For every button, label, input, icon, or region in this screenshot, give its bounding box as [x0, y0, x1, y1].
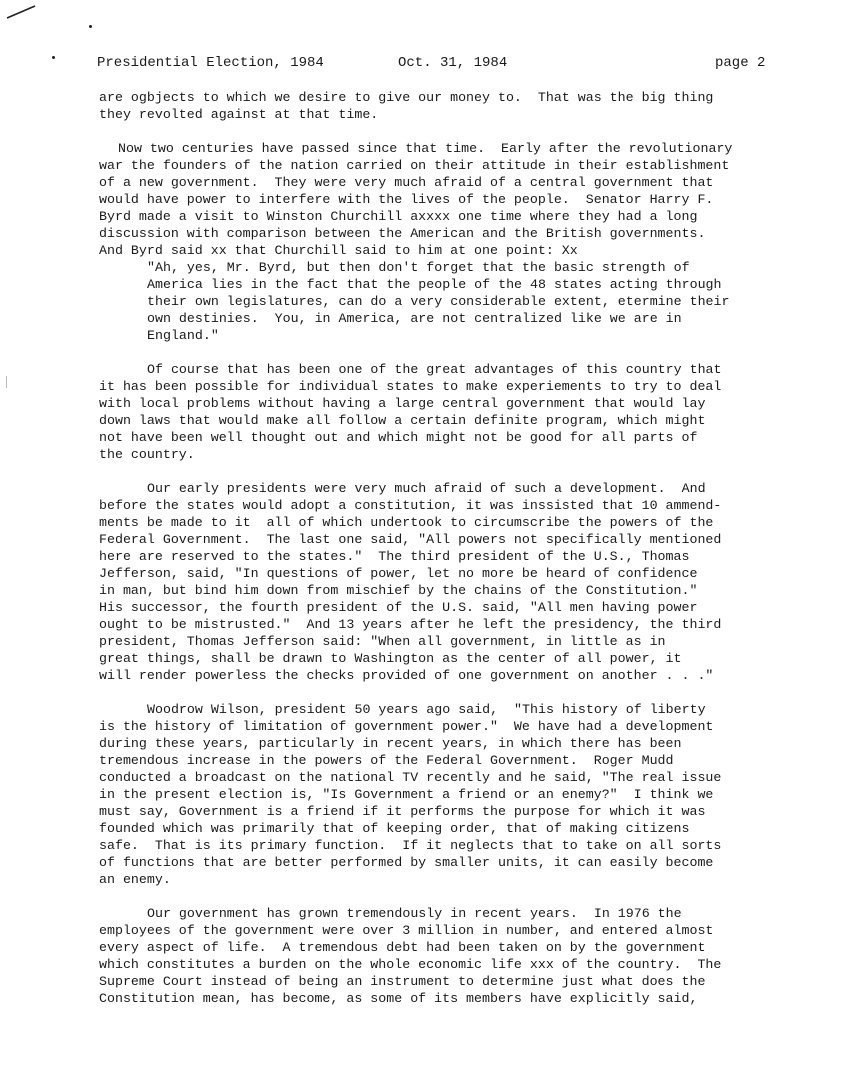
text-line: safe. That is its primary function. If it neglects that to take on all sorts	[99, 838, 722, 853]
text-line: not have been well thought out and which might not be good for all parts of	[99, 430, 698, 445]
text-line: in man, but bind him down from mischief by the chains of the Constitution."	[99, 583, 698, 598]
text-line: great things, shall be drawn to Washington as the center of all power, it	[99, 651, 682, 666]
text-line: which constitutes a burden on the whole economic life xxx of the country. The	[99, 957, 722, 972]
quote-line: own destinies. You, in America, are not centralized like we are in	[147, 311, 682, 326]
quote-line: "Ah, yes, Mr. Byrd, but then don't forget that the basic strength of	[147, 260, 690, 275]
document-date: Oct. 31, 1984	[398, 55, 508, 71]
text-line: founded which was primarily that of keeping order, that of making citizens	[99, 821, 690, 836]
quote-line: their own legislatures, can do a very considerable extent, etermine their	[147, 294, 730, 309]
text-line: Supreme Court instead of being an instrument to determine just what does the	[99, 974, 706, 989]
text-line: must say, Government is a friend if it performs the purpose for which it was	[99, 804, 706, 819]
text-line: is the history of limitation of government power." We have had a development	[99, 719, 714, 734]
text-line: ought to be mistrusted." And 13 years after he left the presidency, the third	[99, 617, 722, 632]
text-line: before the states would adopt a constitution, it was inssisted that 10 ammend-	[99, 498, 722, 513]
document-title: Presidential Election, 1984	[97, 55, 324, 71]
page-number: page 2	[715, 55, 766, 71]
text-line: ments be made to it all of which undertook to circumscribe the powers of the	[99, 515, 714, 530]
text-line: And Byrd said xx that Churchill said to him at one point: Xx	[99, 243, 578, 258]
pen-stroke-mark	[6, 4, 36, 20]
ink-dot	[89, 25, 92, 28]
text-line: Constitution mean, has become, as some of its members have explicitly said,	[99, 991, 698, 1006]
text-line: Federal Government. The last one said, "All powers not specifically mentioned	[99, 532, 722, 547]
text-line: Woodrow Wilson, president 50 years ago said, "This history of liberty	[147, 702, 706, 717]
text-line: it has been possible for individual states to make experiements to try to deal	[99, 379, 722, 394]
text-line: tremendous increase in the powers of the Federal Government. Roger Mudd	[99, 753, 674, 768]
text-line: an enemy.	[99, 872, 171, 887]
text-line: down laws that would make all follow a certain definite program, which might	[99, 413, 706, 428]
quote-line: England."	[147, 328, 219, 343]
text-line: Our early presidents were very much afraid of such a development. And	[147, 481, 706, 496]
text-line: would have power to interfere with the lives of the people. Senator Harry F.	[99, 192, 714, 207]
text-line: Jefferson, said, "In questions of power, let no more be heard of confidence	[99, 566, 698, 581]
text-line: will render powerless the checks provided of one government on another . . ."	[99, 668, 714, 683]
text-line: His successor, the fourth president of the U.S. said, "All men having power	[99, 600, 698, 615]
text-line: the country.	[99, 447, 195, 462]
text-line: with local problems without having a large central government that would lay	[99, 396, 706, 411]
text-line: of functions that are better performed by smaller units, it can easily become	[99, 855, 714, 870]
text-line: in the present election is, "Is Government a friend or an enemy?" I think we	[99, 787, 714, 802]
text-line: Now two centuries have passed since that time. Early after the revolutionary	[118, 141, 733, 156]
text-line: they revolted against at that time.	[99, 107, 379, 122]
text-line: Byrd made a visit to Winston Churchill axxxx one time where they had a long	[99, 209, 698, 224]
text-line: discussion with comparison between the American and the British governments.	[99, 226, 706, 241]
quote-line: America lies in the fact that the people of the 48 states acting through	[147, 277, 722, 292]
ink-dot	[52, 56, 55, 59]
text-line: employees of the government were over 3 million in number, and entered almost	[99, 923, 714, 938]
text-line: of a new government. They were very much afraid of a central government that	[99, 175, 714, 190]
text-line: war the founders of the nation carried on their attitude in their establishment	[99, 158, 730, 173]
text-line: Of course that has been one of the great advantages of this country that	[147, 362, 722, 377]
text-line: president, Thomas Jefferson said: "When all government, in little as in	[99, 634, 666, 649]
text-line: here are reserved to the states." The third president of the U.S., Thomas	[99, 549, 690, 564]
text-line: Our government has grown tremendously in recent years. In 1976 the	[147, 906, 682, 921]
text-line: conducted a broadcast on the national TV recently and he said, "The real issue	[99, 770, 722, 785]
text-line: are ogbjects to which we desire to give our money to. That was the big thing	[99, 90, 714, 105]
text-line: every aspect of life. A tremendous debt had been taken on by the government	[99, 940, 706, 955]
text-line: during these years, particularly in recent years, in which there has been	[99, 736, 682, 751]
margin-mark	[6, 376, 7, 388]
